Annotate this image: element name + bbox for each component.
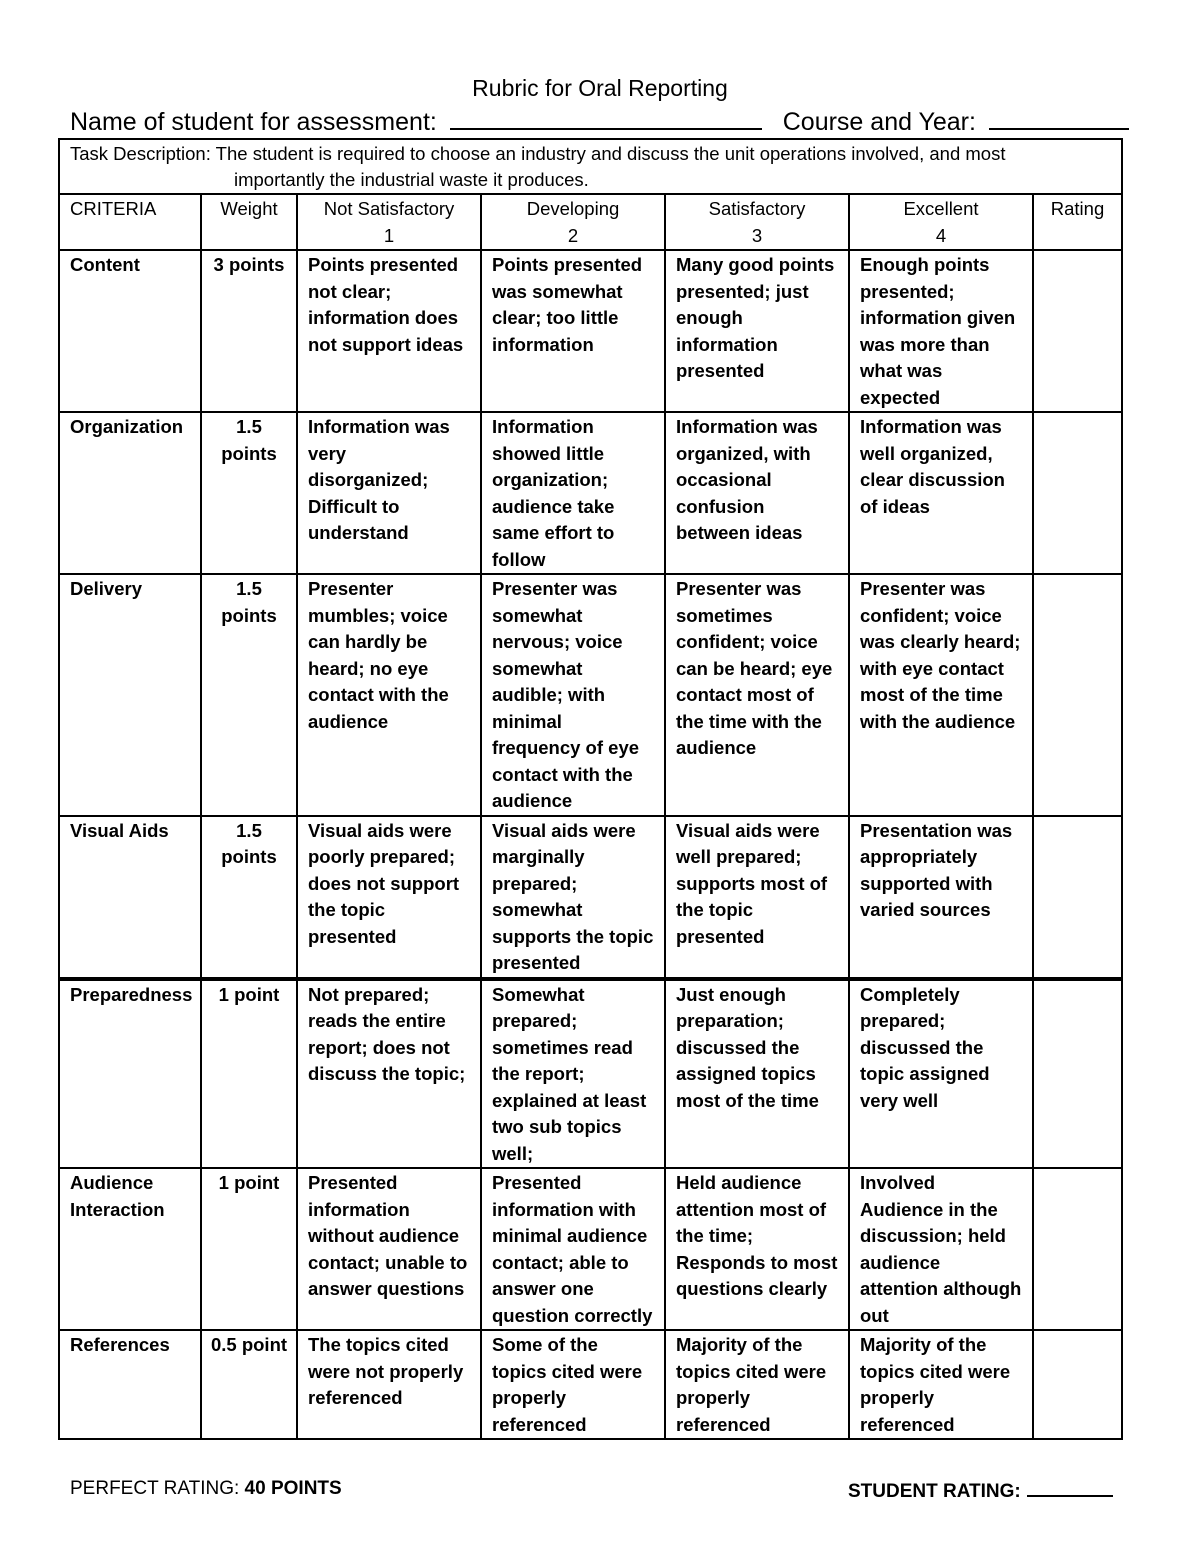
criterion-cell: Organization	[59, 412, 201, 574]
descriptor-cell: Presenter mumbles; voice can hardly be heard; no eye contact with the audience	[297, 574, 481, 816]
level-score: 4	[935, 224, 947, 246]
level-name: Not Satisfactory	[323, 198, 455, 219]
descriptor-cell: Completely prepared; discussed the topic assigned very well	[849, 979, 1033, 1169]
weight-header: Weight	[201, 194, 297, 250]
descriptor-cell: Presenter was somewhat nervous; voice somewhat audible; with minimal frequency of eye contact with the audience	[481, 574, 665, 816]
level-name: Developing	[526, 198, 620, 219]
descriptor-cell: Involved Audience in the discussion; held audience attention although out	[849, 1168, 1033, 1330]
task-description	[59, 139, 1122, 194]
criterion-cell: Visual Aids	[59, 816, 201, 979]
descriptor-cell: Points presented was somewhat clear; too little information	[481, 250, 665, 412]
level-score: 3	[751, 224, 763, 246]
criterion-cell: Audience Interaction	[59, 1168, 201, 1330]
course-year-field[interactable]	[989, 106, 1129, 130]
weight-cell: 1.5 points	[201, 412, 297, 574]
descriptor-cell: Presentation was appropriately supported with varied sources	[849, 816, 1033, 979]
rubric-row-content	[59, 250, 1122, 412]
descriptor-cell: Presenter was confident; voice was clearly heard; with eye contact most of the time with the audience	[849, 574, 1033, 816]
weight-cell: 1.5 points	[201, 816, 297, 979]
student-rating-field[interactable]	[1027, 1477, 1113, 1497]
descriptor-cell: Just enough preparation; discussed the assigned topics most of the time	[665, 979, 849, 1169]
rating-header: Rating	[1033, 194, 1122, 250]
descriptor-cell: Information was well organized, clear discussion of ideas	[849, 412, 1033, 574]
descriptor-cell: Presented information with minimal audience contact; able to answer one question correctly	[481, 1168, 665, 1330]
criterion-cell: References	[59, 1330, 201, 1439]
level-score: 1	[383, 224, 395, 246]
rating-cell[interactable]	[1033, 250, 1122, 412]
student-name-field[interactable]	[450, 106, 762, 130]
rating-cell[interactable]	[1033, 979, 1122, 1169]
perfect-rating-label: PERFECT RATING:	[70, 1478, 240, 1499]
criterion-cell: Delivery	[59, 574, 201, 816]
descriptor-cell: Visual aids were poorly prepared; does not support the topic presented	[297, 816, 481, 979]
weight-cell: 1.5 points	[201, 574, 297, 816]
weight-cell: 1 point	[201, 1168, 297, 1330]
criterion-cell: Content	[59, 250, 201, 412]
descriptor-cell: Information was organized, with occasional confusion between ideas	[665, 412, 849, 574]
level-header-1	[297, 194, 481, 250]
criteria-header: CRITERIA	[59, 194, 201, 250]
rubric-row-preparedness	[59, 979, 1122, 1169]
rubric-table	[58, 138, 1123, 1440]
rating-cell[interactable]	[1033, 412, 1122, 574]
task-description-row	[59, 139, 1122, 194]
student-rating	[848, 1477, 1113, 1504]
rubric-row-delivery	[59, 574, 1122, 816]
descriptor-cell: Majority of the topics cited were properly referenced	[665, 1330, 849, 1439]
header-row	[59, 194, 1122, 250]
descriptor-cell: Many good points presented; just enough information presented	[665, 250, 849, 412]
student-header	[70, 106, 1120, 137]
descriptor-cell: Visual aids were well prepared; supports most of the topic presented	[665, 816, 849, 979]
descriptor-cell: Majority of the topics cited were properly referenced	[849, 1330, 1033, 1439]
rubric-row-references	[59, 1330, 1122, 1439]
weight-cell: 3 points	[201, 250, 297, 412]
level-header-4	[849, 194, 1033, 250]
descriptor-cell: Enough points presented; information given was more than what was expected	[849, 250, 1033, 412]
descriptor-cell: Not prepared; reads the entire report; does not discuss the topic;	[297, 979, 481, 1169]
page-title: Rubric for Oral Reporting	[472, 75, 728, 101]
course-year-label: Course and Year:	[782, 108, 976, 136]
level-score: 2	[567, 224, 579, 246]
task-text-line2: importantly the industrial waste it produces.	[234, 169, 589, 190]
student-name-label: Name of student for assessment:	[70, 108, 437, 136]
weight-cell: 1 point	[201, 979, 297, 1169]
descriptor-cell: Presented information without audience contact; unable to answer questions	[297, 1168, 481, 1330]
rating-cell[interactable]	[1033, 1168, 1122, 1330]
descriptor-cell: Held audience attention most of the time; Responds to most questions clearly	[665, 1168, 849, 1330]
weight-cell: 0.5 point	[201, 1330, 297, 1439]
rubric-row-audience-interaction	[59, 1168, 1122, 1330]
perfect-rating	[70, 1477, 342, 1501]
task-label: Task Description:	[70, 143, 211, 164]
descriptor-cell: Somewhat prepared; sometimes read the report; explained at least two sub topics well;	[481, 979, 665, 1169]
descriptor-cell: Information was very disorganized; Difficult to understand	[297, 412, 481, 574]
rubric-row-organization	[59, 412, 1122, 574]
rating-cell[interactable]	[1033, 574, 1122, 816]
criterion-cell: Preparedness	[59, 979, 201, 1169]
descriptor-cell: Points presented not clear; information does not support ideas	[297, 250, 481, 412]
level-header-3	[665, 194, 849, 250]
level-name: Excellent	[903, 198, 979, 219]
descriptor-cell: Some of the topics cited were properly referenced	[481, 1330, 665, 1439]
level-header-2	[481, 194, 665, 250]
descriptor-cell: The topics cited were not properly referenced	[297, 1330, 481, 1439]
rating-cell[interactable]	[1033, 816, 1122, 979]
task-text-line1: The student is required to choose an industry and discuss the unit operations involved, and most	[215, 143, 1006, 164]
level-name: Satisfactory	[708, 198, 806, 219]
descriptor-cell: Visual aids were marginally prepared; somewhat supports the topic presented	[481, 816, 665, 979]
perfect-rating-value: 40 POINTS	[244, 1478, 342, 1499]
rating-cell[interactable]	[1033, 1330, 1122, 1439]
descriptor-cell: Presenter was sometimes confident; voice can be heard; eye contact most of the time with the audience	[665, 574, 849, 816]
rubric-row-visual-aids	[59, 816, 1122, 979]
student-rating-label: STUDENT RATING:	[848, 1481, 1021, 1502]
descriptor-cell: Information showed little organization; audience take same effort to follow	[481, 412, 665, 574]
